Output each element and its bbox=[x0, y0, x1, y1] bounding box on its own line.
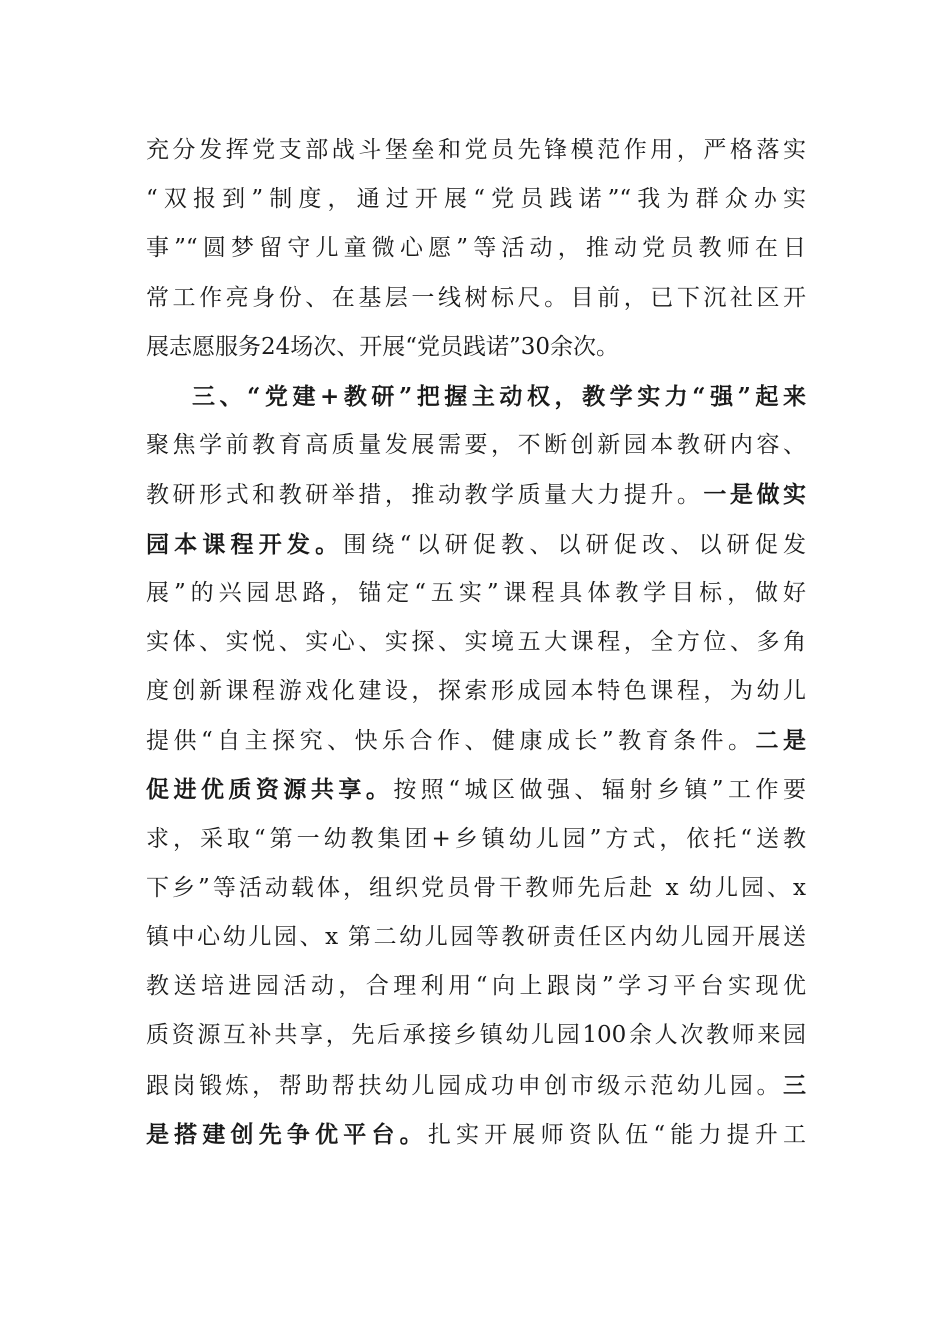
body-line: 展”的兴园思路，锚定“五实”课程具体教学目标，做好 bbox=[146, 579, 806, 606]
bold-point: 是搭建创先争优平台。 bbox=[146, 1120, 428, 1148]
body-text: 扎实开展师资队伍“能力提升工 bbox=[427, 1121, 806, 1148]
body-line: 求，采取“第一幼教集团+乡镇幼儿园”方式，依托“送教 bbox=[146, 825, 806, 852]
body-line bbox=[146, 765, 806, 814]
body-line: 教送培进园活动，合理利用“向上跟岗”学习平台实现优 bbox=[146, 973, 806, 1000]
bold-point: 一是做实 bbox=[703, 481, 807, 509]
bold-point: 促进优质资源共享。 bbox=[146, 776, 394, 804]
body-line: 充分发挥党支部战斗堡垒和党员先锋模范作用，严格落实 bbox=[146, 137, 806, 163]
body-line: 实体、实悦、实心、实探、实境五大课程，全方位、多角 bbox=[146, 628, 806, 655]
body-line: 事”“圆梦留守儿童微心愿”等活动，推动党员教师在日 bbox=[146, 235, 806, 262]
bold-point: 园本课程开发。 bbox=[146, 530, 344, 558]
body-text: 跟岗锻炼，帮助帮扶幼儿园成功申创市级示范幼儿园。 bbox=[146, 1072, 783, 1099]
body-line: 下乡”等活动载体，组织党员骨干教师先后赴 x 幼儿园、x bbox=[146, 874, 806, 901]
body-line: 质资源互补共享，先后承接乡镇幼儿园100余人次教师来园 bbox=[146, 1022, 806, 1049]
body-line: 镇中心幼儿园、x 第二幼儿园等教研责任区内幼儿园开展送 bbox=[146, 924, 806, 950]
body-text: 围绕“以研促教、以研促改、以研促发 bbox=[343, 531, 807, 558]
body-text: 提供“自主探究、快乐合作、健康成长”教育条件。 bbox=[146, 728, 756, 755]
body-line: 展志愿服务24场次、开展“党员践诺”30余次。 bbox=[146, 333, 620, 360]
body-line: 聚焦学前教育高质量发展需要，不断创新园本教研内容、 bbox=[146, 432, 806, 459]
body-line bbox=[146, 1110, 806, 1159]
body-line: “双报到”制度，通过开展“党员践诺”“我为群众办实 bbox=[146, 186, 806, 213]
body-line bbox=[146, 1061, 806, 1110]
body-text: 按照“城区做强、辐射乡镇”工作要 bbox=[393, 777, 806, 804]
body-line: 度创新课程游戏化建设，探索形成园本特色课程，为幼儿 bbox=[146, 678, 806, 705]
body-line: 常工作亮身份、在基层一线树标尺。目前，已下沉社区开 bbox=[146, 284, 806, 311]
bold-point: 三 bbox=[783, 1071, 806, 1099]
bold-point: 二是 bbox=[755, 727, 806, 755]
body-line bbox=[146, 716, 806, 765]
document-page bbox=[146, 126, 806, 1159]
body-line bbox=[146, 520, 806, 569]
body-text: 教研形式和教研举措，推动教学质量大力提升。 bbox=[146, 482, 704, 509]
body-line bbox=[146, 470, 806, 519]
section-heading: 三、“党建+教研”把握主动权，教学实力“强”起来 bbox=[192, 382, 806, 410]
